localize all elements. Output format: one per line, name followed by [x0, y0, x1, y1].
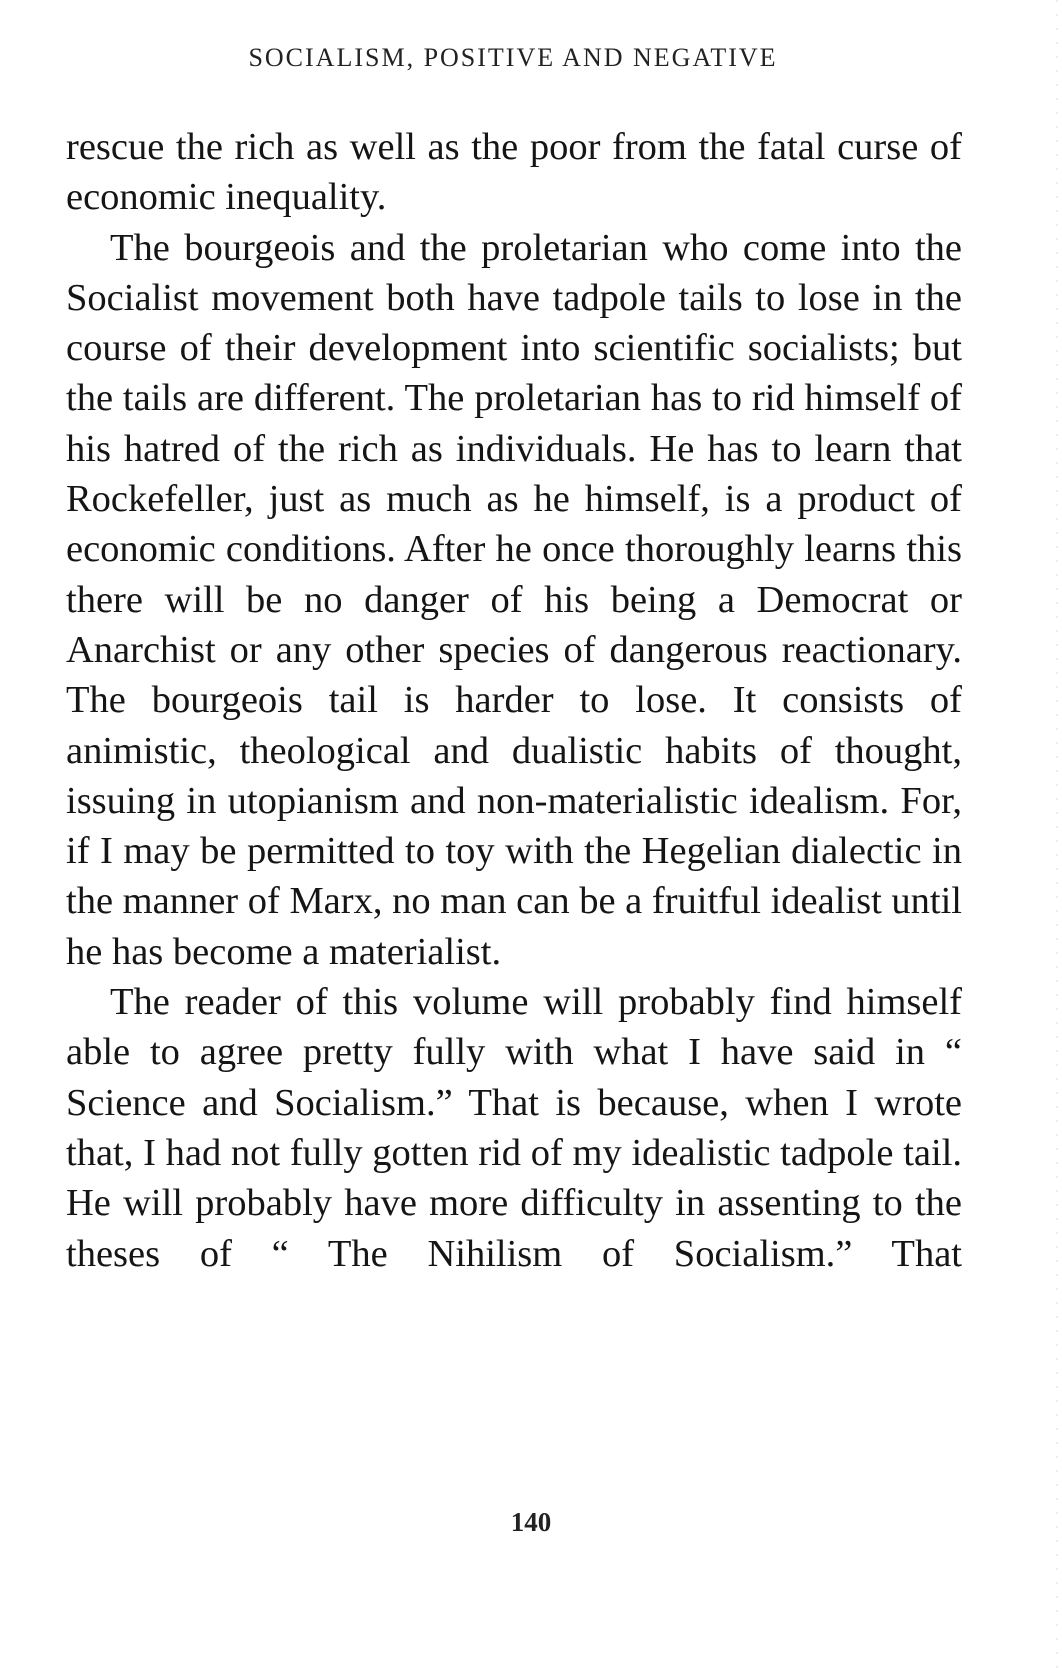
paragraph-tadpole-tails: The bourgeois and the proletarian who come into the Socialist movement both have tadpole tails to lose in the course of their development into scientific socialists; but the tails are different. The proletarian has to rid himself of his hatred of the rich as individuals. He has to learn that Rockefeller, just as much as he himself, is a product of economic conditions. After he once thoroughly learns this there will be no danger of his being a Democrat or Anarchist or any other species of dangerous reactionary. The bourgeois tail is harder to lose. It consists of animistic, theological and dualistic habits of thought, issuing in utopianism and non-materialistic idealism. For, if I may be permitted to toy with the Hegelian dialectic in the manner of Marx, no man can be a fruitful idealist until he has become a materialist. [66, 226, 962, 973]
paragraph-reader-of-volume: The reader of this volume will probably find himself able to agree pretty fully with what I have said in “ Science and Socialism.” That is because, when I wrote that, I had not fully gotten rid of my idealistic tadpole tail. He will probably have more difficulty in assenting to the theses of “ The Nihilism of Socialism.” That [66, 981, 962, 1275]
paragraph-continued: rescue the rich as well as the poor from the fatal curse of economic inequality. [66, 126, 962, 219]
running-head: SOCIALISM, POSITIVE AND NEGATIVE [248, 43, 778, 72]
page-edge-texture [1056, 0, 1058, 1668]
page-number: 140 [510, 1507, 552, 1537]
body-text [66, 122, 962, 1279]
